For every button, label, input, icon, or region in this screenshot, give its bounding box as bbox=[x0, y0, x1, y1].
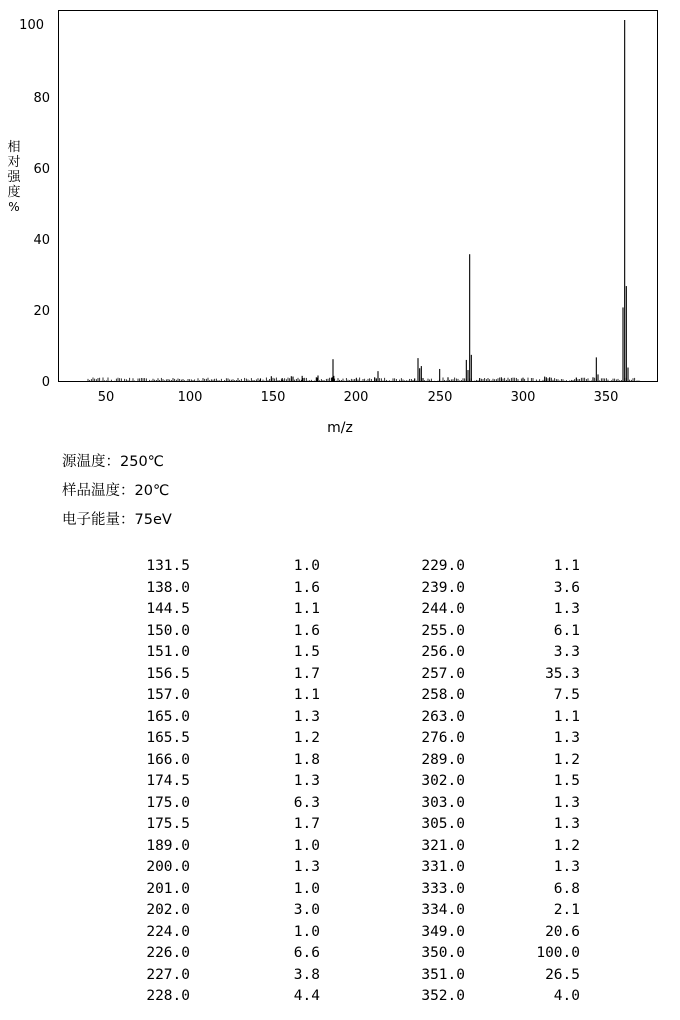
peak-row bbox=[70, 922, 590, 944]
peak-mz-left: 138.0 bbox=[146, 579, 190, 596]
y-axis-label-char-2: 强 bbox=[7, 170, 21, 185]
peak-intensity-left: 1.3 bbox=[293, 859, 320, 875]
peak-intensity-left: 1.3 bbox=[293, 773, 320, 789]
x-tick-300: 300 bbox=[510, 390, 536, 405]
peak-mz-left: 150.0 bbox=[146, 622, 190, 639]
peak-row bbox=[70, 879, 590, 901]
peak-intensity-left: 1.5 bbox=[293, 644, 320, 660]
peak-row bbox=[70, 578, 590, 600]
peak-intensity-right: 26.5 bbox=[545, 966, 580, 983]
condition-source-temperature: 源温度：250℃ bbox=[62, 454, 164, 470]
peak-mz-right: 349.0 bbox=[421, 923, 465, 940]
peak-intensity-left: 1.0 bbox=[293, 923, 320, 940]
peak-intensity-right: 6.8 bbox=[553, 880, 580, 897]
peak-mz-right: 321.0 bbox=[421, 837, 465, 854]
peak-mz-left: 202.0 bbox=[146, 902, 190, 918]
peak-row bbox=[70, 793, 590, 815]
peak-mz-left: 166.0 bbox=[146, 751, 190, 768]
x-tick-250: 250 bbox=[427, 390, 453, 405]
peak-row bbox=[70, 707, 590, 729]
peak-row bbox=[70, 771, 590, 793]
peak-intensity-left: 1.6 bbox=[293, 622, 320, 639]
peak-mz-left: 175.5 bbox=[146, 816, 190, 832]
peak-mz-left: 226.0 bbox=[146, 945, 190, 961]
peak-mz-left: 174.5 bbox=[146, 773, 190, 789]
peak-mz-right: 276.0 bbox=[421, 730, 465, 746]
peak-intensity-right: 1.1 bbox=[553, 708, 580, 725]
peak-intensity-right: 1.3 bbox=[553, 730, 580, 746]
peak-mz-left: 200.0 bbox=[146, 859, 190, 875]
peak-mz-right: 256.0 bbox=[421, 644, 465, 660]
peak-mz-left: 151.0 bbox=[146, 644, 190, 660]
peak-intensity-right: 1.3 bbox=[553, 859, 580, 875]
peak-row bbox=[70, 621, 590, 643]
peak-row bbox=[70, 836, 590, 858]
peak-row bbox=[70, 965, 590, 987]
peak-intensity-left: 1.0 bbox=[293, 880, 320, 897]
peak-mz-right: 350.0 bbox=[421, 945, 465, 961]
peak-intensity-right: 1.1 bbox=[553, 558, 580, 574]
peak-intensity-left: 1.3 bbox=[293, 708, 320, 725]
peak-row bbox=[70, 900, 590, 922]
y-axis-label-char-3: 度 bbox=[7, 185, 21, 200]
peak-intensity-left: 1.1 bbox=[293, 601, 320, 617]
peak-intensity-right: 35.3 bbox=[545, 665, 580, 682]
y-tick-60: 60 bbox=[33, 162, 50, 177]
peak-row bbox=[70, 642, 590, 664]
peak-intensity-right: 3.3 bbox=[553, 644, 580, 660]
peak-intensity-left: 3.8 bbox=[293, 966, 320, 983]
y-axis-label-unit: % bbox=[8, 200, 20, 214]
peak-row bbox=[70, 556, 590, 578]
peak-mz-right: 334.0 bbox=[421, 902, 465, 918]
y-tick-40: 40 bbox=[33, 233, 50, 248]
peak-intensity-right: 20.6 bbox=[545, 923, 580, 940]
peak-intensity-left: 1.0 bbox=[293, 837, 320, 854]
peak-mz-left: 189.0 bbox=[146, 837, 190, 854]
peak-mz-left: 165.0 bbox=[146, 708, 190, 725]
peak-intensity-left: 1.6 bbox=[293, 579, 320, 596]
x-tick-150: 150 bbox=[260, 390, 286, 405]
peak-intensity-left: 1.7 bbox=[293, 665, 320, 682]
peak-mz-right: 333.0 bbox=[421, 880, 465, 897]
peak-mz-left: 157.0 bbox=[146, 687, 190, 703]
spectrum-chart bbox=[0, 0, 680, 440]
peak-row bbox=[70, 664, 590, 686]
peak-intensity-right: 1.3 bbox=[553, 816, 580, 832]
peak-mz-left: 227.0 bbox=[146, 966, 190, 983]
peak-intensity-right: 2.1 bbox=[553, 902, 580, 918]
peak-mz-right: 239.0 bbox=[421, 579, 465, 596]
peak-mz-right: 331.0 bbox=[421, 859, 465, 875]
condition-sample-temperature: 样品温度：20℃ bbox=[62, 483, 170, 499]
peak-mz-right: 257.0 bbox=[421, 665, 465, 682]
peak-mz-right: 255.0 bbox=[421, 622, 465, 639]
peak-table bbox=[70, 556, 590, 1008]
peak-intensity-right: 1.2 bbox=[553, 751, 580, 768]
peak-intensity-left: 1.1 bbox=[293, 687, 320, 703]
peak-row bbox=[70, 814, 590, 836]
peak-intensity-left: 3.0 bbox=[293, 902, 320, 918]
peak-intensity-left: 1.2 bbox=[293, 730, 320, 746]
peak-mz-right: 351.0 bbox=[421, 966, 465, 983]
peak-intensity-right: 4.0 bbox=[553, 988, 580, 1004]
peak-mz-right: 229.0 bbox=[421, 558, 465, 574]
y-tick-100: 100 bbox=[19, 18, 44, 33]
peak-intensity-right: 1.2 bbox=[553, 837, 580, 854]
peak-intensity-right: 1.3 bbox=[553, 794, 580, 811]
y-axis-label-char-1: 对 bbox=[7, 155, 21, 170]
peak-intensity-right: 6.1 bbox=[553, 622, 580, 639]
peak-row bbox=[70, 986, 590, 1008]
peak-intensity-left: 1.8 bbox=[293, 751, 320, 768]
y-tick-20: 20 bbox=[33, 304, 50, 319]
peak-mz-left: 156.5 bbox=[146, 665, 190, 682]
peak-intensity-right: 3.6 bbox=[553, 579, 580, 596]
peak-mz-right: 263.0 bbox=[421, 708, 465, 725]
peak-intensity-right: 1.5 bbox=[553, 773, 580, 789]
peak-mz-left: 131.5 bbox=[146, 558, 190, 574]
peak-mz-left: 175.0 bbox=[146, 794, 190, 811]
peak-intensity-left: 4.4 bbox=[293, 988, 320, 1004]
peak-mz-right: 289.0 bbox=[421, 751, 465, 768]
peak-mz-right: 302.0 bbox=[421, 773, 465, 789]
peak-row bbox=[70, 728, 590, 750]
peak-mz-left: 228.0 bbox=[146, 988, 190, 1004]
y-tick-80: 80 bbox=[33, 91, 50, 106]
x-tick-50: 50 bbox=[97, 390, 115, 405]
peak-row bbox=[70, 857, 590, 879]
condition-electron-energy: 电子能量：75eV bbox=[62, 512, 172, 528]
peak-intensity-left: 1.0 bbox=[293, 558, 320, 574]
peak-mz-left: 201.0 bbox=[146, 880, 190, 897]
peak-mz-right: 258.0 bbox=[421, 687, 465, 703]
peak-mz-right: 303.0 bbox=[421, 794, 465, 811]
peak-intensity-left: 6.3 bbox=[293, 794, 320, 811]
x-tick-350: 350 bbox=[593, 390, 619, 405]
peak-row bbox=[70, 599, 590, 621]
peak-mz-left: 144.5 bbox=[146, 601, 190, 617]
peak-mz-right: 305.0 bbox=[421, 816, 465, 832]
y-tick-0: 0 bbox=[41, 375, 50, 390]
peak-intensity-right: 7.5 bbox=[553, 687, 580, 703]
plot-frame bbox=[58, 10, 658, 382]
peak-mz-left: 165.5 bbox=[146, 730, 190, 746]
peak-intensity-right: 100.0 bbox=[536, 945, 580, 961]
peak-row bbox=[70, 750, 590, 772]
conditions-block bbox=[62, 448, 462, 535]
x-axis-label: m/z bbox=[327, 420, 353, 436]
peak-intensity-left: 1.7 bbox=[293, 816, 320, 832]
peak-mz-left: 224.0 bbox=[146, 923, 190, 940]
y-axis-label-char-0: 相 bbox=[7, 140, 21, 155]
x-tick-100: 100 bbox=[177, 390, 203, 405]
peak-intensity-left: 6.6 bbox=[293, 945, 320, 961]
peak-intensity-right: 1.3 bbox=[553, 601, 580, 617]
peak-mz-right: 352.0 bbox=[421, 988, 465, 1004]
y-axis-label bbox=[6, 140, 22, 215]
peak-row bbox=[70, 943, 590, 965]
peak-mz-right: 244.0 bbox=[421, 601, 465, 617]
x-tick-200: 200 bbox=[343, 390, 369, 405]
peak-row bbox=[70, 685, 590, 707]
